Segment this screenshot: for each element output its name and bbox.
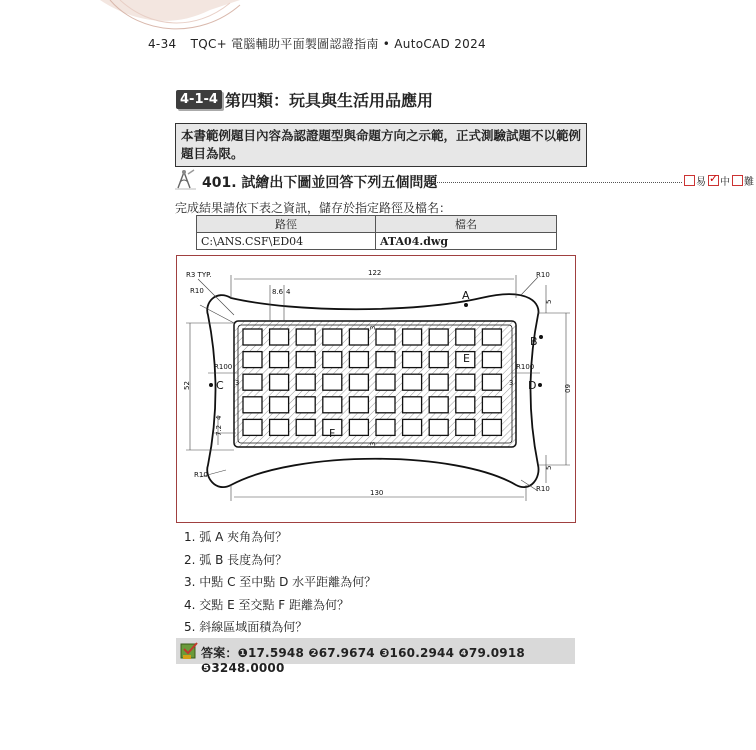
dim-r10-top-left: R10 — [189, 286, 204, 295]
question-list — [184, 528, 376, 641]
dim-8-6: 8.6 — [271, 287, 283, 296]
hole — [429, 374, 448, 390]
hole — [296, 419, 315, 435]
technical-drawing — [176, 255, 576, 523]
hole — [243, 396, 262, 412]
hole — [269, 351, 288, 367]
dim-3-bottom: 3 — [368, 441, 377, 446]
hole — [376, 329, 395, 345]
difficulty-selector — [684, 173, 756, 188]
hole — [402, 351, 421, 367]
hole — [376, 374, 395, 390]
hole — [429, 329, 448, 345]
question-item: 3. 中點 C 至中點 D 水平距離為何？ — [184, 575, 377, 589]
hole — [402, 396, 421, 412]
question-item: 5. 斜線區域面積為何？ — [184, 620, 308, 634]
hole — [349, 419, 368, 435]
filename-cell: ATA04.dwg — [376, 233, 557, 250]
table-header-row — [197, 216, 557, 233]
hole — [376, 351, 395, 367]
hole — [455, 419, 474, 435]
hole — [243, 351, 262, 367]
point-c: C — [215, 378, 224, 392]
difficulty-easy-checkbox — [684, 175, 695, 186]
hole — [322, 329, 341, 345]
hole — [349, 329, 368, 345]
point-e: E — [462, 351, 470, 365]
hole — [482, 419, 501, 435]
table-row — [197, 233, 557, 250]
point-f: F — [328, 426, 335, 440]
hole — [296, 329, 315, 345]
dim-3-left: 3 — [234, 378, 239, 387]
hole — [482, 396, 501, 412]
dim-r100-left: R100 — [213, 362, 232, 371]
dim-4: 4 — [285, 287, 290, 296]
point-a: A — [461, 288, 470, 302]
question-item: 1. 弧 A 夾角為何？ — [184, 530, 288, 544]
hole — [402, 419, 421, 435]
difficulty-medium-checkbox — [708, 175, 719, 186]
hole — [243, 374, 262, 390]
drawing-frame — [176, 255, 576, 523]
point-b: B — [529, 334, 538, 348]
difficulty-hard-checkbox — [732, 175, 743, 186]
dim-3-top: 3 — [368, 325, 377, 330]
question-header — [174, 168, 754, 192]
hole — [376, 396, 395, 412]
filename-header: 檔名 — [376, 216, 557, 233]
hole — [455, 374, 474, 390]
hole — [349, 396, 368, 412]
dim-r3-typ: R3 TYP. — [185, 270, 211, 279]
instruction-text: 完成結果請依下表之資訊，儲存於指定路徑及檔名： — [175, 201, 452, 215]
path-cell: C:\ANS.CSF\ED04 — [197, 233, 376, 250]
difficulty-hard-label: 難 — [744, 177, 754, 188]
dim-height-60: 60 — [562, 383, 571, 393]
hole — [296, 396, 315, 412]
dotted-leader — [426, 182, 682, 183]
hole — [296, 374, 315, 390]
hole — [349, 374, 368, 390]
hole — [269, 419, 288, 435]
hole — [269, 374, 288, 390]
hole — [429, 351, 448, 367]
hole — [402, 329, 421, 345]
hole — [296, 351, 315, 367]
drafting-icon — [174, 168, 198, 190]
dim-height-52: 52 — [182, 380, 191, 390]
page-number: 4-34 — [148, 37, 177, 51]
dim-r10-bottom-right: R10 — [535, 484, 550, 493]
section-title: 第四類：玩具與生活用品應用 — [224, 91, 433, 110]
hole — [349, 351, 368, 367]
hole — [482, 374, 501, 390]
answer-text: 答案：❶17.5948 ❷67.9674 ❸160.2944 ❹79.0918 ❺3248.0000 — [201, 646, 525, 675]
file-info-table — [196, 215, 557, 250]
dim-4-left: 4 — [214, 415, 223, 420]
dim-width-130: 130 — [369, 488, 383, 497]
hole — [322, 396, 341, 412]
hole — [243, 329, 262, 345]
dim-7-2: 7.2 — [214, 424, 223, 436]
point-d: D — [527, 378, 536, 392]
question-item: 2. 弧 B 長度為何？ — [184, 552, 288, 567]
path-header: 路徑 — [197, 216, 376, 233]
answer-box — [176, 638, 575, 675]
dim-r100-right: R100 — [515, 362, 534, 371]
hole — [322, 351, 341, 367]
hole — [269, 396, 288, 412]
hole — [269, 329, 288, 345]
dim-5-bottom: 5 — [544, 465, 553, 470]
page-header — [148, 35, 486, 52]
dim-r10-bottom-left: R10 — [193, 470, 208, 479]
hole — [243, 419, 262, 435]
hole — [322, 374, 341, 390]
question-title: 401. 試繪出下圖並回答下列五個問題 — [202, 175, 438, 191]
dim-width-122: 122 — [367, 268, 381, 277]
hole — [482, 329, 501, 345]
dim-r10-top-right: R10 — [535, 270, 550, 279]
dim-3-right: 3 — [508, 378, 513, 387]
book-title: TQC+ 電腦輔助平面製圖認證指南 • AutoCAD 2024 — [190, 37, 486, 51]
question-item: 4. 交點 E 至交點 F 距離為何？ — [184, 597, 350, 612]
hole — [402, 374, 421, 390]
answer-icon — [180, 641, 200, 661]
hole — [376, 419, 395, 435]
dim-5-top: 5 — [544, 299, 553, 304]
difficulty-easy-label: 易 — [696, 177, 706, 188]
notice-box: 本書範例題目內容為認證題型與命題方向之示範，正式測驗試題不以範例題目為限。 — [175, 123, 587, 167]
difficulty-medium-label: 中 — [720, 177, 730, 188]
hole — [429, 419, 448, 435]
hole — [455, 396, 474, 412]
hole — [455, 329, 474, 345]
section-heading — [176, 88, 433, 111]
hole — [429, 396, 448, 412]
hole — [482, 351, 501, 367]
section-number: 4-1-4 — [176, 90, 222, 109]
